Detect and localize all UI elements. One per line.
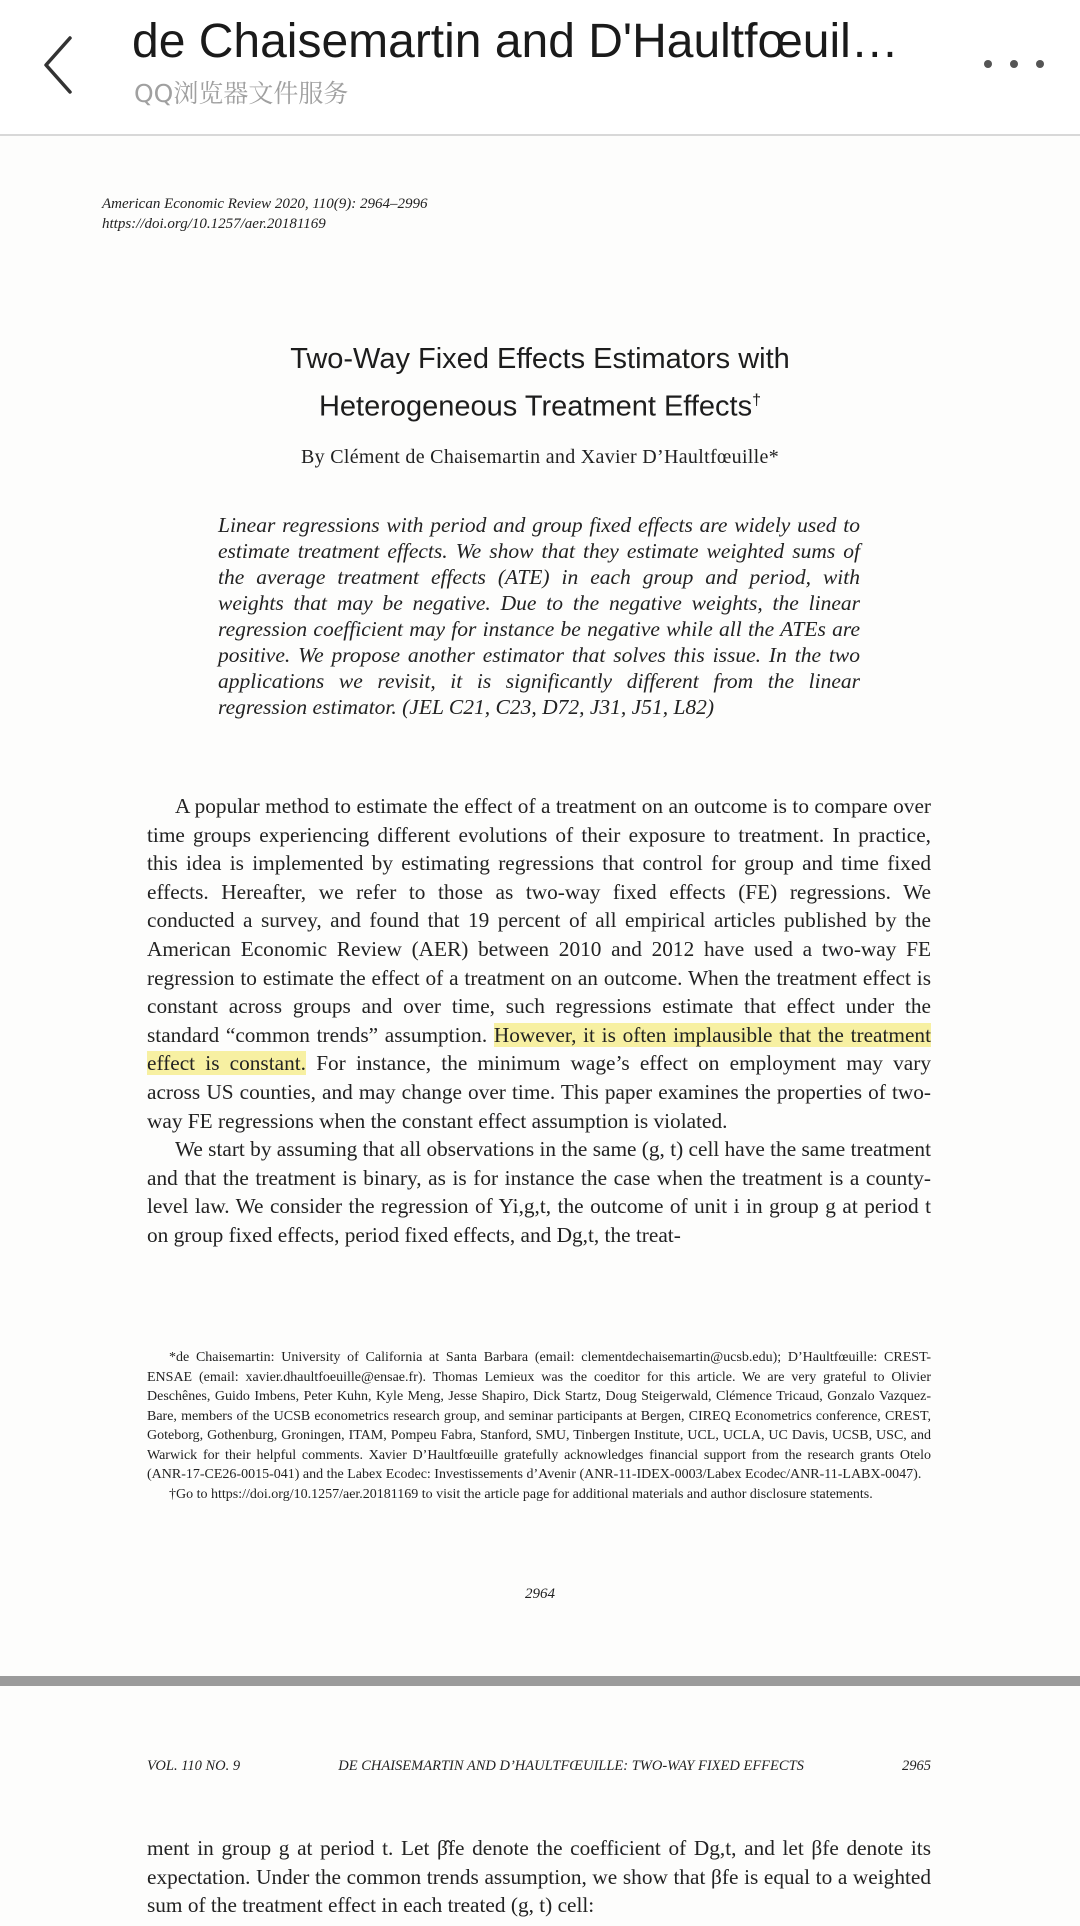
- page-number: 2965: [902, 1758, 931, 1774]
- running-title: DE CHAISEMARTIN AND D’HAULTFŒUILLE: TWO-WAY FIXED EFFECTS: [338, 1758, 804, 1774]
- volume-label: VOL. 110 NO. 9: [147, 1758, 241, 1774]
- back-button[interactable]: [36, 30, 92, 100]
- page-divider: [0, 1676, 1080, 1686]
- chevron-left-icon: [36, 30, 92, 100]
- more-dots-icon: [1036, 60, 1044, 68]
- journal-line: American Economic Review 2020, 110(9): 2964–2996: [102, 196, 428, 212]
- title-dagger: †: [752, 392, 761, 409]
- pdf-page-2964[interactable]: [0, 136, 1080, 1676]
- highlighted-sentence[interactable]: However, it is often implausible that the treatment effect is constant.: [147, 1022, 931, 1076]
- paper-title: [0, 338, 1080, 428]
- title-line-1: Two-Way Fixed Effects Estimators with: [290, 343, 790, 375]
- paragraph: ment in group g at period t. Let β̂fe denote the coefficient of Dg,t, and let βfe denote its expectation. Under the common trends assumption, we show that βfe is equal to a weighted sum of the treatment effect in each treated (g, t) cell:: [147, 1836, 931, 1918]
- body-text: [147, 1834, 931, 1920]
- more-button[interactable]: [984, 46, 1044, 82]
- footnotes: [147, 1348, 931, 1504]
- running-header: [147, 1758, 931, 1775]
- page-number: 2964: [525, 1586, 555, 1602]
- more-dots-icon: [984, 60, 992, 68]
- footnote-article-link: †Go to https://doi.org/10.1257/aer.20181169 to visit the article page for additional materials and author disclosure statements.: [169, 1486, 873, 1502]
- doi-line: https://doi.org/10.1257/aer.20181169: [102, 216, 326, 232]
- paragraph: A popular method to estimate the effect of a treatment on an outcome is to compare over time groups experiencing different evolutions of their exposure to treatment. In practice, this idea is implemented by estimating regressions that control for group and time fixed effects. Hereafter, we refer to those as two-way fixed effects (FE) regressions. We conducted a survey, and found that 19 percent of all empirical articles published by the American Economic Review (AER) between 2010 and 2012 have used a two-way FE regression to estimate the effect of a treatment on an outcome. When the treatment effect is constant across groups and over time, such regressions estimate that effect under the standard “common trends” assumption. However, it is often implausible that the treatment effect is constant. For instance, the minimum wage’s effect on employment may vary across US counties, and may change over time. This paper examines the properties of two-way FE regressions when the constant effect assumption is violated.: [147, 794, 931, 1133]
- paragraph: We start by assuming that all observations in the same (g, t) cell have the same treatment and that the treatment is binary, as is for instance the case when the treatment is a county-level law. We consider the regression of Yi,g,t, the outcome of unit i in group g at period t on group fixed effects, period fixed effects, and Dg,t, the treat-: [147, 1137, 931, 1247]
- abstract: Linear regressions with period and group fixed effects are widely used to estimate treatment effects. We show that they estimate weighted sums of the average treatment effects (ATE) in each group and period, with weights that may be negative. Due to the negative weights, the linear regression coefficient may for instance be negative while all the ATEs are positive. We propose another estimator that solves this issue. In the two applications we revisit, it is significantly different from the linear regression estimator. (JEL C21, C23, D72, J31, J51, L82): [218, 513, 860, 719]
- title-line-2: Heterogeneous Treatment Effects†: [318, 390, 761, 423]
- document-source: QQ浏览器文件服务: [134, 79, 349, 108]
- authors-line: By Clément de Chaisemartin and Xavier D’Haultfœuille*: [301, 446, 779, 468]
- more-dots-icon: [1010, 60, 1018, 68]
- body-text: [147, 792, 931, 1250]
- journal-citation: [102, 194, 427, 234]
- pdf-page-2965[interactable]: [0, 1686, 1080, 1926]
- footnote-author-info: *de Chaisemartin: University of California at Santa Barbara (email: clementdechaisemartin@ucsb.edu); D’Haultfœuille: CREST-ENSAE (email: xavier.dhaultfoeuille@ensae.fr). Thomas Lemieux was the coeditor for this article. We are very grateful to Olivier Deschênes, Guido Imbens, Peter Kuhn, Kyle Meng, Jesse Shapiro, Dick Startz, Doug Steigerwald, Clémence Tricaud, Gonzalo Vazquez-Bare, members of the UCSB econometrics research group, and seminar participants at Bergen, CIREQ Econometrics conference, CREST, Goteborg, Gothenburg, Groningen, ITAM, Pompeu Fabra, Stanford, SMU, Tinbergen Institute, UCL, UCLA, UC Davis, UCSB, USC, and Warwick for their helpful comments. Xavier D’Haultfœuille gratefully acknowledges financial support from the research grants Otelo (ANR-17-CE26-0015-041) and the Labex Ecodec: Investissements d’Avenir (ANR-11-IDEX-0003/Labex Ecodec/ANR-11-LABX-0047).: [147, 1350, 931, 1482]
- app-header: [0, 0, 1080, 136]
- document-title: de Chaisemartin and D'Haultfœuil…: [132, 15, 899, 68]
